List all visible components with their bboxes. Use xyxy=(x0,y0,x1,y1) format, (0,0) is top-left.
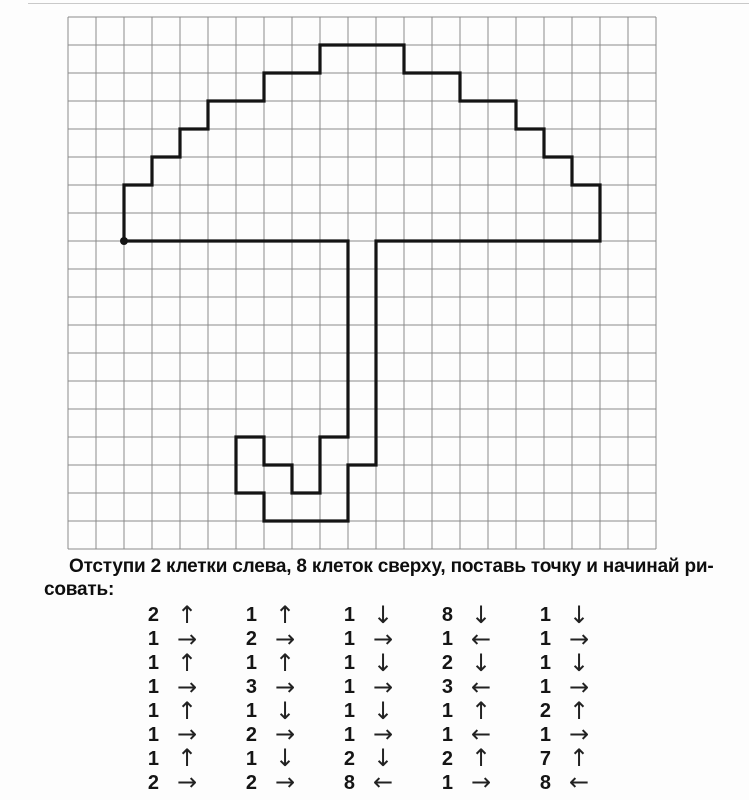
arrow-right-icon: → xyxy=(177,720,198,749)
move-count: 1 xyxy=(343,700,355,722)
move-count: 1 xyxy=(539,676,551,699)
moves-table xyxy=(140,600,630,797)
instruction xyxy=(44,556,744,601)
move-count: 7 xyxy=(539,747,551,770)
grid-lines xyxy=(68,17,656,549)
move-count: 1 xyxy=(147,628,159,651)
move-count: 1 xyxy=(343,652,355,675)
arrow-right-icon: → xyxy=(275,720,296,749)
move-count: 1 xyxy=(245,700,257,722)
arrow-left-icon: ← xyxy=(569,768,590,797)
move-count: 1 xyxy=(147,652,159,675)
move-count: 2 xyxy=(245,723,257,746)
arrow-right-icon: → xyxy=(373,720,394,749)
arrow-right-icon: → xyxy=(177,768,198,797)
arrow-right-icon: → xyxy=(275,768,296,797)
move-count: 1 xyxy=(245,652,257,675)
move-count: 8 xyxy=(441,604,453,627)
arrow-down-icon: ↓ xyxy=(569,600,590,629)
move-count: 1 xyxy=(147,700,159,722)
move-step xyxy=(532,768,630,797)
move-count: 8 xyxy=(343,771,355,794)
arrow-up-icon: ↑ xyxy=(177,648,198,677)
arrow-down-icon: ↓ xyxy=(275,744,296,773)
arrow-right-icon: → xyxy=(275,672,296,701)
instruction-line2: совать: xyxy=(44,578,115,600)
move-count: 1 xyxy=(539,604,551,627)
move-count: 2 xyxy=(147,604,159,627)
move-count: 1 xyxy=(147,676,159,699)
arrow-up-icon: ↑ xyxy=(177,696,198,725)
arrow-up-icon: ↑ xyxy=(177,600,198,629)
move-count: 1 xyxy=(245,747,257,770)
arrow-left-icon: ← xyxy=(471,720,492,749)
arrow-down-icon: ↓ xyxy=(569,648,590,677)
move-count: 2 xyxy=(245,771,257,794)
arrow-up-icon: ↑ xyxy=(569,696,590,725)
arrow-right-icon: → xyxy=(569,720,590,749)
move-count: 1 xyxy=(441,723,453,746)
move-step xyxy=(140,768,238,797)
move-count: 1 xyxy=(539,628,551,651)
arrow-up-icon: ↑ xyxy=(275,600,296,629)
move-count: 2 xyxy=(147,771,159,794)
arrow-down-icon: ↓ xyxy=(373,600,394,629)
move-count: 2 xyxy=(441,652,453,675)
arrow-down-icon: ↓ xyxy=(373,696,394,725)
move-count: 3 xyxy=(441,676,453,699)
arrow-right-icon: → xyxy=(569,624,590,653)
move-count: 1 xyxy=(539,723,551,746)
arrow-right-icon: → xyxy=(373,624,394,653)
move-count: 2 xyxy=(245,628,257,651)
move-step xyxy=(238,768,336,797)
arrow-up-icon: ↑ xyxy=(177,744,198,773)
move-count: 1 xyxy=(245,604,257,627)
move-count: 1 xyxy=(147,747,159,770)
move-count: 3 xyxy=(245,676,257,699)
arrow-left-icon: ← xyxy=(373,768,394,797)
instruction-line1: Отступи 2 клетки слева, 8 клеток сверху, поставь точку и начинай ри- xyxy=(69,556,714,577)
move-count: 2 xyxy=(343,747,355,770)
arrow-down-icon: ↓ xyxy=(471,648,492,677)
move-count: 1 xyxy=(343,604,355,627)
move-count: 1 xyxy=(539,652,551,675)
move-count: 2 xyxy=(539,700,551,722)
arrow-up-icon: ↑ xyxy=(471,696,492,725)
move-count: 1 xyxy=(441,771,453,794)
arrow-right-icon: → xyxy=(373,672,394,701)
arrow-up-icon: ↑ xyxy=(471,744,492,773)
move-count: 2 xyxy=(441,747,453,770)
arrow-left-icon: ← xyxy=(471,624,492,653)
move-count: 1 xyxy=(441,628,453,651)
move-count: 1 xyxy=(441,700,453,722)
move-count: 1 xyxy=(343,676,355,699)
arrow-up-icon: ↑ xyxy=(569,744,590,773)
arrow-left-icon: ← xyxy=(471,672,492,701)
start-dot xyxy=(120,237,128,245)
arrow-right-icon: → xyxy=(569,672,590,701)
move-count: 1 xyxy=(343,723,355,746)
arrow-down-icon: ↓ xyxy=(373,744,394,773)
arrow-right-icon: → xyxy=(177,624,198,653)
arrow-right-icon: → xyxy=(275,624,296,653)
arrow-down-icon: ↓ xyxy=(275,696,296,725)
move-count: 8 xyxy=(539,771,551,794)
move-count: 1 xyxy=(147,723,159,746)
move-step xyxy=(434,768,532,797)
arrow-down-icon: ↓ xyxy=(471,600,492,629)
arrow-down-icon: ↓ xyxy=(373,648,394,677)
arrow-up-icon: ↑ xyxy=(275,648,296,677)
move-step xyxy=(336,768,434,797)
move-count: 1 xyxy=(343,628,355,651)
arrow-right-icon: → xyxy=(471,768,492,797)
arrow-right-icon: → xyxy=(177,672,198,701)
umbrella-outline xyxy=(124,45,600,521)
